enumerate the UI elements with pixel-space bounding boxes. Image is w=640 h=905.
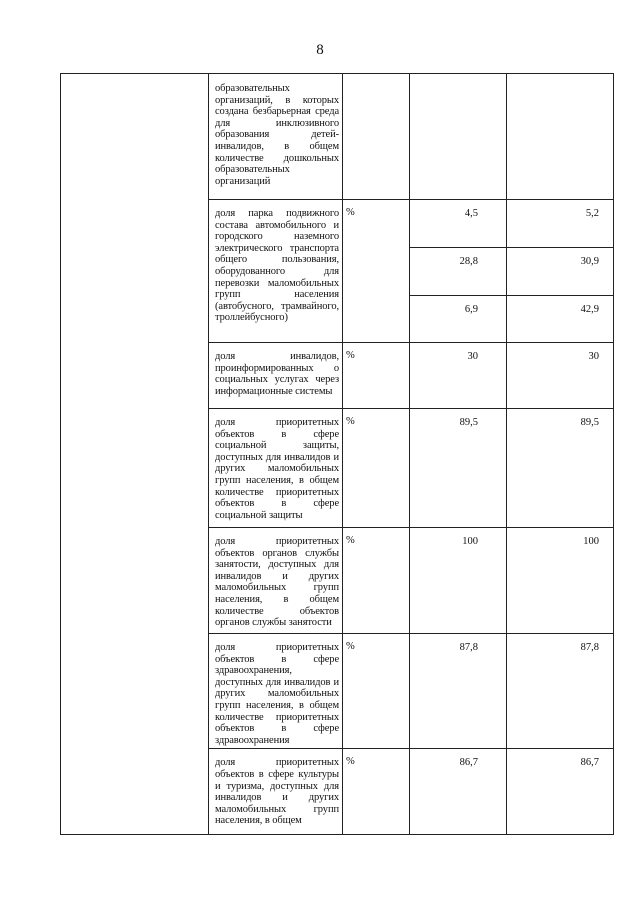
- value-text: 86,7: [459, 757, 478, 769]
- value-cell: [507, 296, 614, 343]
- value-cell: [507, 409, 614, 528]
- value-text: 100: [462, 536, 478, 547]
- unit-text: %: [346, 350, 355, 361]
- unit-text: %: [346, 756, 355, 768]
- value-text: 4,5: [464, 208, 478, 219]
- indicator-cell: [209, 634, 343, 749]
- value-text: 89,5: [580, 417, 599, 428]
- unit-cell: [343, 634, 410, 749]
- unit-text: [343, 74, 409, 81]
- value-text: 5,2: [585, 208, 599, 219]
- value-cell: [410, 749, 507, 835]
- indicator-cell: [209, 343, 343, 409]
- unit-cell: [343, 528, 410, 634]
- unit-text: %: [346, 207, 355, 218]
- indicator-text: доля приоритетных объектов в сфере культуры и туризма, доступных для инвалидов и других маломобильных групп населения, в общем: [215, 757, 339, 827]
- table-row: [61, 74, 614, 200]
- indicators-table: [60, 73, 614, 835]
- indicator-cell: [209, 409, 343, 528]
- value-cell: [507, 200, 614, 248]
- value-text: 30: [588, 351, 599, 362]
- indicator-cell: [209, 528, 343, 634]
- value-cell: [507, 248, 614, 296]
- page-number: 8: [316, 42, 324, 58]
- unit-cell: [343, 200, 410, 343]
- value-text: 30,9: [580, 256, 599, 267]
- value-text: 87,8: [580, 642, 599, 653]
- indicator-cell: [209, 200, 343, 343]
- indicator-text: доля парка подвижного состава автомобильного и городского наземного электрического транспорта общего пользования, оборудованного для перевозки маломобильных групп населения (автобусного, трамвайного, троллейбусного): [215, 208, 339, 324]
- value-cell: [410, 296, 507, 343]
- indicator-text: образовательных организаций, в которых создана безбарьерная среда для инклюзивного образования детей-инвалидов, в общем количестве дошкольных образовательных организаций: [215, 83, 339, 187]
- unit-cell: [343, 749, 410, 835]
- indicator-text: доля приоритетных объектов в сфере социальной защиты, доступных для инвалидов и других маломобильных групп населения, в общем количестве приоритетных объектов в сфере социальной защиты: [215, 417, 339, 521]
- value-text: 42,9: [580, 304, 599, 315]
- value-text: 30: [467, 351, 478, 362]
- indicator-cell: [209, 74, 343, 200]
- value-cell: [410, 409, 507, 528]
- value-text: 28,8: [459, 256, 478, 267]
- value-text: 6,9: [464, 304, 478, 315]
- unit-text: %: [346, 641, 355, 652]
- value-cell: [410, 248, 507, 296]
- program-name-cell: [61, 74, 209, 835]
- unit-text: %: [346, 416, 355, 427]
- value-cell: [410, 74, 507, 200]
- value-text: 100: [583, 536, 599, 547]
- indicator-cell: [209, 749, 343, 835]
- value-cell: [410, 528, 507, 634]
- value-text: 87,8: [459, 642, 478, 653]
- value-cell: [410, 343, 507, 409]
- value-cell: [507, 343, 614, 409]
- value-text: 86,7: [580, 757, 599, 769]
- value-cell: [507, 528, 614, 634]
- indicator-text: доля приоритетных объектов в сфере здравоохранения, доступных для инвалидов и других маломобильных групп населения, в общем количестве приоритетных объектов в сфере здравоохранения: [215, 642, 339, 746]
- value-text: 89,5: [459, 417, 478, 428]
- indicator-text: доля инвалидов, проинформированных о социальных услугах через информационные системы: [215, 351, 339, 397]
- indicator-text: доля приоритетных объектов органов службы занятости, доступных для инвалидов и других маломобильных групп населения, в общем количестве объектов органов службы занятости: [215, 536, 339, 629]
- value-cell: [410, 634, 507, 749]
- unit-text: %: [346, 535, 355, 546]
- value-cell: [507, 749, 614, 835]
- value-cell: [507, 74, 614, 200]
- unit-cell: [343, 74, 410, 200]
- unit-cell: [343, 343, 410, 409]
- unit-cell: [343, 409, 410, 528]
- value-cell: [507, 634, 614, 749]
- value-cell: [410, 200, 507, 248]
